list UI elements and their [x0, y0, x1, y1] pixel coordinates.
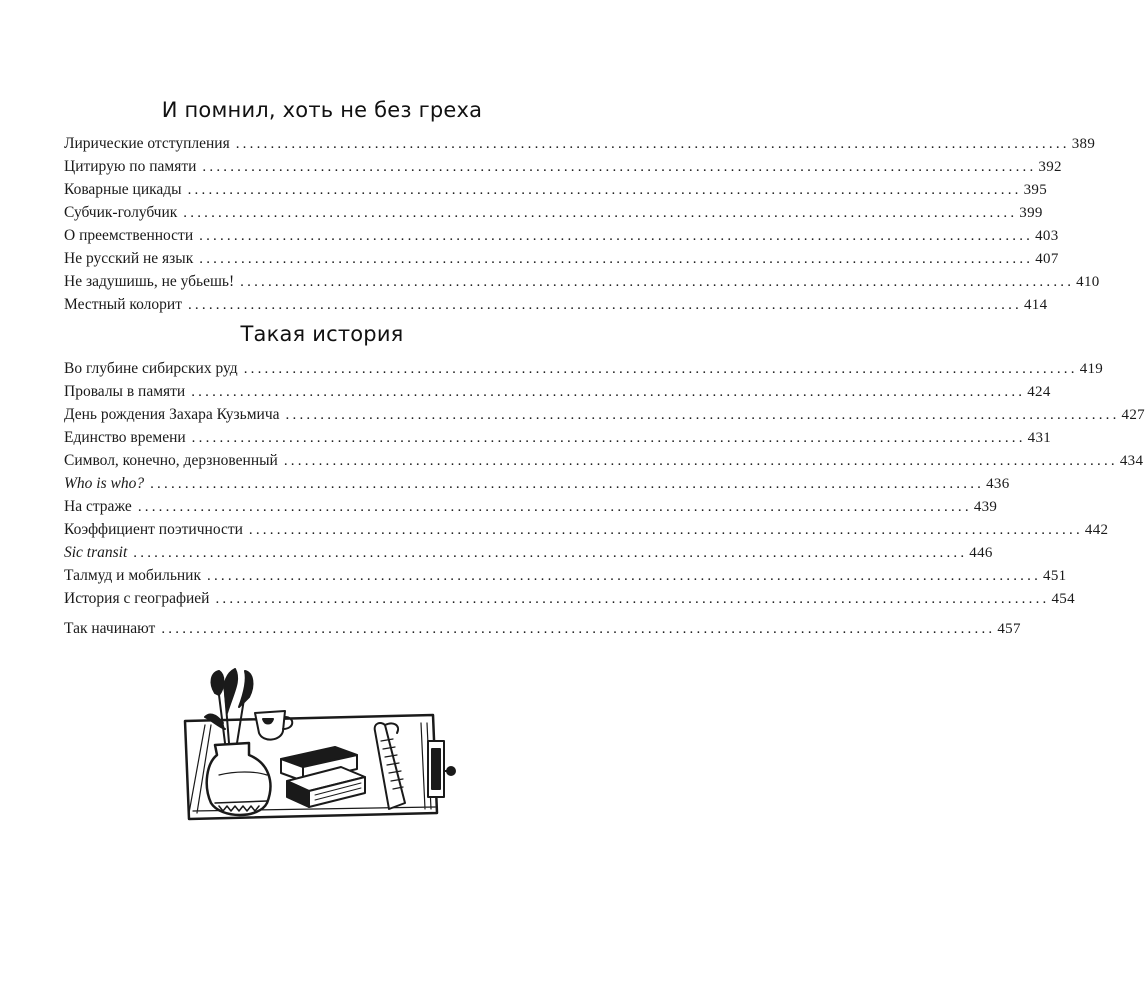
toc-entry [64, 380, 1051, 403]
toc-entry-title: Во глубине сибирских руд [64, 360, 238, 377]
toc-entry [64, 449, 1144, 472]
toc-dot-leader: ........................................................................................................................ [161, 621, 996, 637]
drawer-with-knob [428, 741, 455, 797]
toc-page-number: 395 [1023, 182, 1047, 198]
toc-dot-leader: ........................................................................................................................ [207, 568, 1042, 584]
toc-page-number: 427 [1121, 407, 1145, 423]
toc-dot-leader: ........................................................................................................................ [183, 205, 1018, 221]
toc-entry-title: О преемственности [64, 227, 194, 244]
toc-entry-title: Так начинают [64, 620, 156, 637]
toc-page-number: 451 [1043, 568, 1067, 584]
toc-page-number: 457 [997, 621, 1021, 637]
toc-entry [64, 541, 993, 564]
toc-dot-leader: ........................................................................................................................ [199, 228, 1034, 244]
toc-page-number: 414 [1023, 297, 1048, 313]
toc-entry-title: Who is who? [64, 475, 145, 492]
toc-entry-title: Субчик-голубчик [64, 204, 178, 221]
toc-page-number: 399 [1019, 205, 1043, 221]
still-life-illustration [175, 663, 465, 843]
section-title: Такая история [240, 322, 404, 346]
toc-entry-title: Коэффициент поэтичности [64, 521, 243, 538]
toc-page-number: 424 [1027, 384, 1051, 400]
toc-entry-title: Лирические отступления [64, 135, 230, 152]
toc-page-number: 410 [1076, 274, 1100, 290]
toc-entry-title: На страже [64, 498, 132, 515]
toc-dot-leader: ........................................................................................................................ [215, 591, 1050, 607]
toc-entry [64, 518, 1109, 541]
toc-entry [64, 587, 1075, 610]
toc-dot-leader: ........................................................................................................................ [240, 274, 1075, 290]
toc-entry [64, 247, 1059, 270]
toc-page-number: 446 [969, 545, 993, 561]
toc-entry-title: Sic transit [64, 544, 128, 561]
toc-page-number: 434 [1119, 453, 1144, 469]
toc-dot-leader: ........................................................................................................................ [199, 251, 1034, 267]
toc-entry [64, 426, 1052, 449]
toc-entry [64, 155, 1062, 178]
toc-dot-leader: ........................................................................................................................ [150, 476, 985, 492]
toc-dot-leader: ........................................................................................................................ [235, 136, 1070, 152]
toc-entry [64, 201, 1043, 224]
toc-entry-title: Коварные цикады [64, 181, 182, 198]
toc-dot-leader: ........................................................................................................................ [191, 384, 1026, 400]
toc-dot-leader: ........................................................................................................................ [285, 407, 1120, 423]
toc-page-number: 436 [986, 476, 1010, 492]
toc-entry [64, 132, 1096, 155]
toc-page-number: 407 [1035, 251, 1059, 267]
toc-list [64, 132, 1100, 316]
toc-entry-title: Символ, конечно, дерзновенный [64, 452, 278, 469]
toc-dot-leader: ........................................................................................................................ [243, 361, 1078, 377]
toc-page-number: 392 [1038, 159, 1062, 175]
toc-dot-leader: ........................................................................................................................ [191, 430, 1026, 446]
toc-dot-leader: ........................................................................................................................ [283, 453, 1118, 469]
toc-entry [64, 270, 1100, 293]
toc-entry [64, 403, 1145, 426]
toc-dot-leader: ........................................................................................................................ [202, 159, 1037, 175]
toc-dot-leader: ........................................................................................................................ [187, 297, 1022, 313]
toc-page-number: 454 [1051, 591, 1075, 607]
toc-entry [64, 178, 1047, 201]
toc-dot-leader: ........................................................................................................................ [187, 182, 1022, 198]
toc-entry-title: Местный колорит [64, 296, 182, 313]
toc-entry-title: Не русский не язык [64, 250, 194, 267]
toc-dot-leader: ........................................................................................................................ [137, 499, 972, 515]
toc-entry-title: История с географией [64, 590, 210, 607]
toc-entry [64, 617, 1021, 640]
toc-dot-leader: ........................................................................................................................ [133, 545, 968, 561]
toc-page-number: 419 [1079, 361, 1104, 377]
toc-entry [64, 224, 1059, 247]
toc-dot-leader: ........................................................................................................................ [248, 522, 1083, 538]
toc-entry-title: День рождения Захара Кузьмича [64, 406, 280, 423]
section-title: И помнил, хоть не без греха [161, 98, 483, 122]
toc-page-number: 389 [1071, 136, 1096, 152]
toc-page-number: 431 [1027, 430, 1052, 446]
toc-page-number: 442 [1084, 522, 1109, 538]
toc-entry-title: Не задушишь, не убьешь! [64, 273, 235, 290]
toc-entry-title: Цитирую по памяти [64, 158, 197, 175]
toc-entry [64, 357, 1104, 380]
toc-entry-title: Единство времени [64, 429, 186, 446]
toc-entry-title: Провалы в памяти [64, 383, 186, 400]
toc-page-number: 439 [973, 499, 998, 515]
toc-list [64, 357, 1145, 640]
toc-entry [64, 495, 998, 518]
toc-entry [64, 564, 1067, 587]
toc-page-number: 403 [1035, 228, 1059, 244]
toc-entry [64, 293, 1048, 316]
toc-entry [64, 472, 1010, 495]
toc-entry-title: Талмуд и мобильник [64, 567, 202, 584]
